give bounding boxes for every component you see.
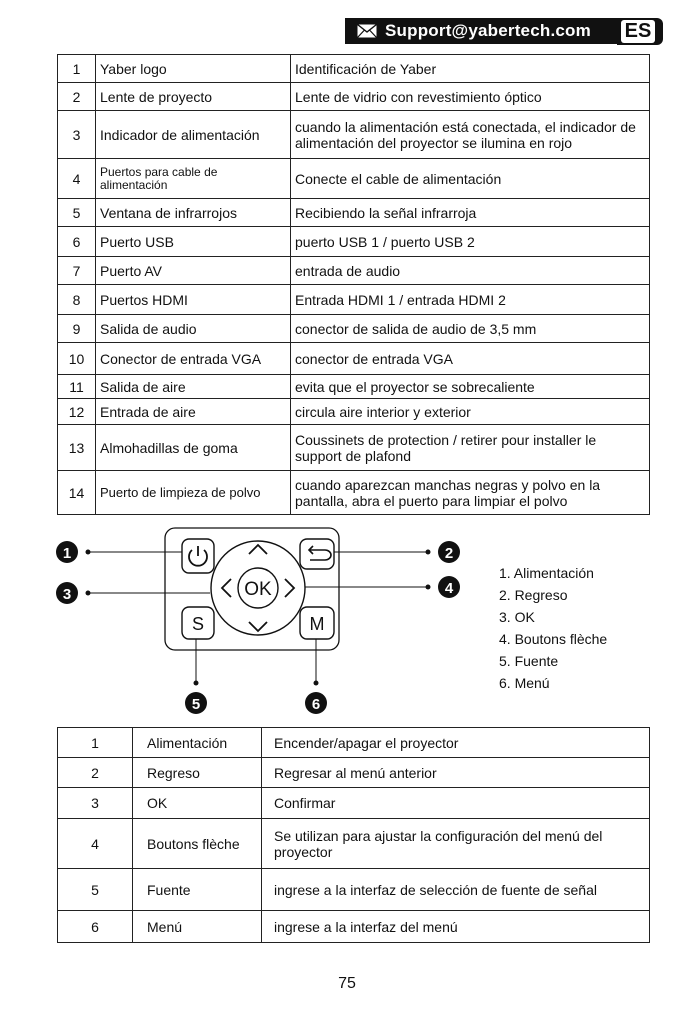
button-name: Menú [133,911,262,943]
table-row [58,55,650,83]
part-name: Puertos para cable de alimentación [96,159,291,199]
part-name: Yaber logo [96,55,291,83]
part-name: Salida de aire [96,375,291,399]
support-header [345,18,670,47]
support-email-bar [345,18,645,44]
svg-text:6: 6 [311,696,321,713]
button-description: ingrese a la interfaz del menú [262,911,650,943]
row-number: 5 [58,869,133,911]
callout-4 [438,576,460,598]
part-description: conector de salida de audio de 3,5 mm [291,315,650,343]
row-number: 13 [58,425,96,471]
table-row [58,83,650,111]
table-row [58,227,650,257]
row-number: 6 [58,227,96,257]
legend-item: 4. Boutons flèche [499,631,608,647]
svg-text:1: 1 [62,545,72,562]
part-description: Lente de vidrio con revestimiento óptico [291,83,650,111]
part-name: Conector de entrada VGA [96,343,291,375]
parts-table [57,54,650,515]
back-icon [309,550,331,560]
svg-text:4: 4 [444,580,454,597]
legend-item: 2. Regreso [499,587,568,603]
button-description: Confirmar [262,788,650,819]
arrow-right-icon [285,579,294,597]
part-name: Lente de proyecto [96,83,291,111]
part-name: Puertos HDMI [96,285,291,315]
part-description: puerto USB 1 / puerto USB 2 [291,227,650,257]
part-name: Salida de audio [96,315,291,343]
row-number: 7 [58,257,96,285]
table-row [58,869,650,911]
table-row [58,375,650,399]
legend-item: 1. Alimentación [499,565,594,581]
table-row [58,343,650,375]
part-description: conector de entrada VGA [291,343,650,375]
row-number: 3 [58,111,96,159]
keypad-diagram [50,525,470,725]
part-name: Puerto USB [96,227,291,257]
button-description: ingrese a la interfaz de selección de fuente de señal [262,869,650,911]
callout-1 [56,541,78,563]
part-name: Puerto de limpieza de polvo [96,471,291,515]
back-button [300,539,334,569]
row-number: 5 [58,199,96,227]
callout-6 [305,692,327,714]
svg-text:3: 3 [62,586,72,603]
row-number: 12 [58,399,96,425]
table-row [58,819,650,869]
arrow-up-icon [249,545,267,554]
row-number: 8 [58,285,96,315]
row-number: 2 [58,83,96,111]
part-description: Recibiendo la señal infrarroja [291,199,650,227]
callout-5 [185,692,207,714]
row-number: 4 [58,819,133,869]
row-number: 14 [58,471,96,515]
table-row [58,471,650,515]
part-name: Almohadillas de goma [96,425,291,471]
table-row [58,111,650,159]
part-description: entrada de audio [291,257,650,285]
table-row [58,285,650,315]
row-number: 1 [58,55,96,83]
table-row [58,728,650,758]
svg-text:2: 2 [444,545,454,562]
table-row [58,425,650,471]
button-name: Boutons flèche [133,819,262,869]
table-row [58,758,650,788]
table-row [58,199,650,227]
button-name: Regreso [133,758,262,788]
button-description: Se utilizan para ajustar la configuración del menú del proyector [262,819,650,869]
menu-label: M [309,614,325,634]
part-description: Conecte el cable de alimentación [291,159,650,199]
ok-label: OK [244,579,272,600]
part-description: circula aire interior y exterior [291,399,650,425]
table-row [58,788,650,819]
table-row [58,159,650,199]
button-name: OK [133,788,262,819]
row-number: 4 [58,159,96,199]
part-description: evita que el proyector se sobrecaliente [291,375,650,399]
page-number: 75 [338,975,356,992]
button-description: Encender/apagar el proyector [262,728,650,758]
language-tab [617,18,663,45]
part-name: Entrada de aire [96,399,291,425]
row-number: 10 [58,343,96,375]
mail-icon [357,24,377,38]
row-number: 1 [58,728,133,758]
part-description: Entrada HDMI 1 / entrada HDMI 2 [291,285,650,315]
language-code: ES [621,20,655,43]
source-label: S [191,614,205,634]
arrow-down-icon [249,622,267,631]
arrow-left-icon [222,579,231,597]
row-number: 3 [58,788,133,819]
callout-3 [56,582,78,604]
table-row [58,911,650,943]
part-description: cuando aparezcan manchas negras y polvo en la pantalla, abra el puerto para limpiar el polvo [291,471,650,515]
part-description: Identificación de Yaber [291,55,650,83]
part-description: cuando la alimentación está conectada, el indicador de alimentación del proyector se ilumina en rojo [291,111,650,159]
legend-item: 5. Fuente [499,653,559,669]
button-legend [499,562,607,694]
callout-2 [438,541,460,563]
button-name: Fuente [133,869,262,911]
part-name: Puerto AV [96,257,291,285]
row-number: 2 [58,758,133,788]
button-name: Alimentación [133,728,262,758]
table-row [58,315,650,343]
table-row [58,257,650,285]
row-number: 9 [58,315,96,343]
part-name: Ventana de infrarrojos [96,199,291,227]
button-description: Regresar al menú anterior [262,758,650,788]
part-name: Indicador de alimentación [96,111,291,159]
part-description: Coussinets de protection / retirer pour installer le support de plafond [291,425,650,471]
svg-text:5: 5 [191,696,201,713]
row-number: 11 [58,375,96,399]
row-number: 6 [58,911,133,943]
legend-item: 6. Menú [499,675,550,691]
support-email: Support@yabertech.com [385,21,591,40]
legend-item: 3. OK [499,609,535,625]
button-table [57,727,650,943]
table-row [58,399,650,425]
